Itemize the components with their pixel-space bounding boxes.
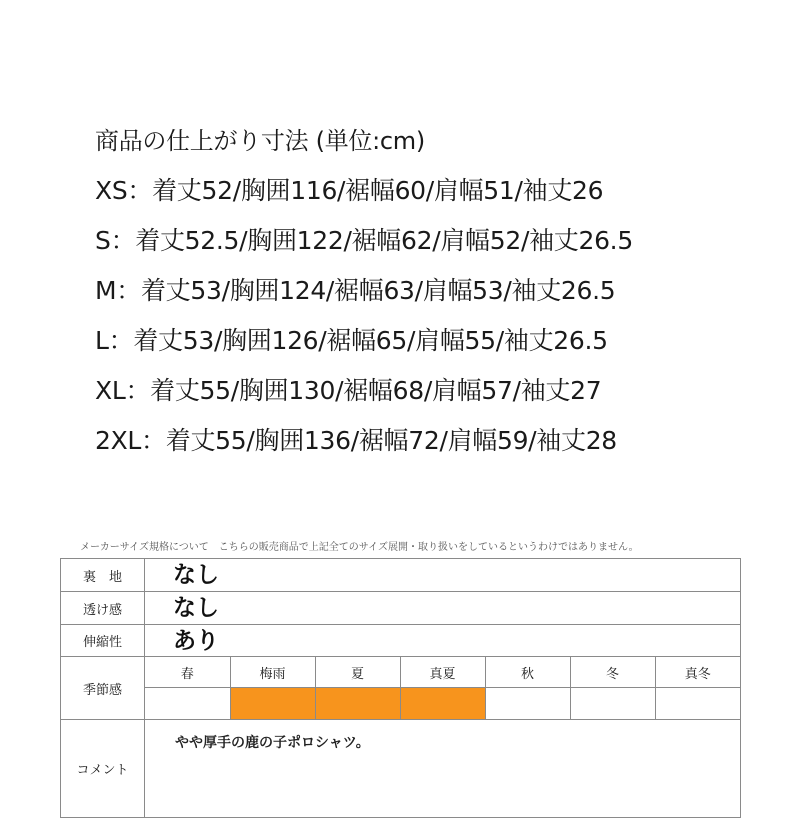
size-line-m: M：着丈53/胸囲124/裾幅63/肩幅53/袖丈26.5 — [95, 276, 616, 305]
season-grid-cell — [145, 657, 741, 720]
season-mark-summer — [315, 688, 400, 720]
spec-table — [60, 558, 741, 818]
sheer-value: なし — [145, 592, 741, 625]
size-line-2xl: 2XL：着丈55/胸囲136/裾幅72/肩幅59/袖丈28 — [95, 426, 617, 455]
size-line-xl: XL：着丈55/胸囲130/裾幅68/肩幅57/袖丈27 — [95, 376, 602, 405]
size-notice: メーカーサイズ規格について こちらの販売商品で上記全てのサイズ展開・取り扱いをしているというわけではありません。 — [80, 542, 639, 553]
season-marks-row — [145, 688, 740, 720]
season-mark-midsummer — [400, 688, 485, 720]
size-line-l: L：着丈53/胸囲126/裾幅65/肩幅55/袖丈26.5 — [95, 326, 608, 355]
size-section — [95, 116, 633, 466]
stretch-label: 伸縮性 — [61, 625, 145, 657]
season-midsummer: 真夏 — [400, 657, 485, 688]
season-autumn: 秋 — [485, 657, 570, 688]
season-spring: 春 — [145, 657, 230, 688]
season-grid — [145, 657, 740, 719]
lining-label: 裏 地 — [61, 559, 145, 592]
season-row — [61, 657, 741, 720]
season-mark-spring — [145, 688, 230, 720]
season-mark-winter — [570, 688, 655, 720]
size-line-s: S：着丈52.5/胸囲122/裾幅62/肩幅52/袖丈26.5 — [95, 226, 633, 255]
season-mark-midwinter — [655, 688, 740, 720]
season-rainy: 梅雨 — [230, 657, 315, 688]
season-names-row — [145, 657, 740, 688]
comment-label: コメント — [61, 720, 145, 818]
season-summer: 夏 — [315, 657, 400, 688]
lining-row — [61, 559, 741, 592]
comment-row — [61, 720, 741, 818]
comment-value: やや厚手の鹿の子ポロシャツ。 — [145, 720, 741, 818]
stretch-value: あり — [145, 625, 741, 657]
season-mark-rainy — [230, 688, 315, 720]
season-label: 季節感 — [61, 657, 145, 720]
size-line-xs: XS：着丈52/胸囲116/裾幅60/肩幅51/袖丈26 — [95, 176, 604, 205]
size-heading: 商品の仕上がり寸法 (単位:cm) — [95, 127, 425, 155]
stretch-row — [61, 625, 741, 657]
sheer-label: 透け感 — [61, 592, 145, 625]
sheer-row — [61, 592, 741, 625]
season-midwinter: 真冬 — [655, 657, 740, 688]
season-mark-autumn — [485, 688, 570, 720]
season-winter: 冬 — [570, 657, 655, 688]
lining-value: なし — [145, 559, 741, 592]
